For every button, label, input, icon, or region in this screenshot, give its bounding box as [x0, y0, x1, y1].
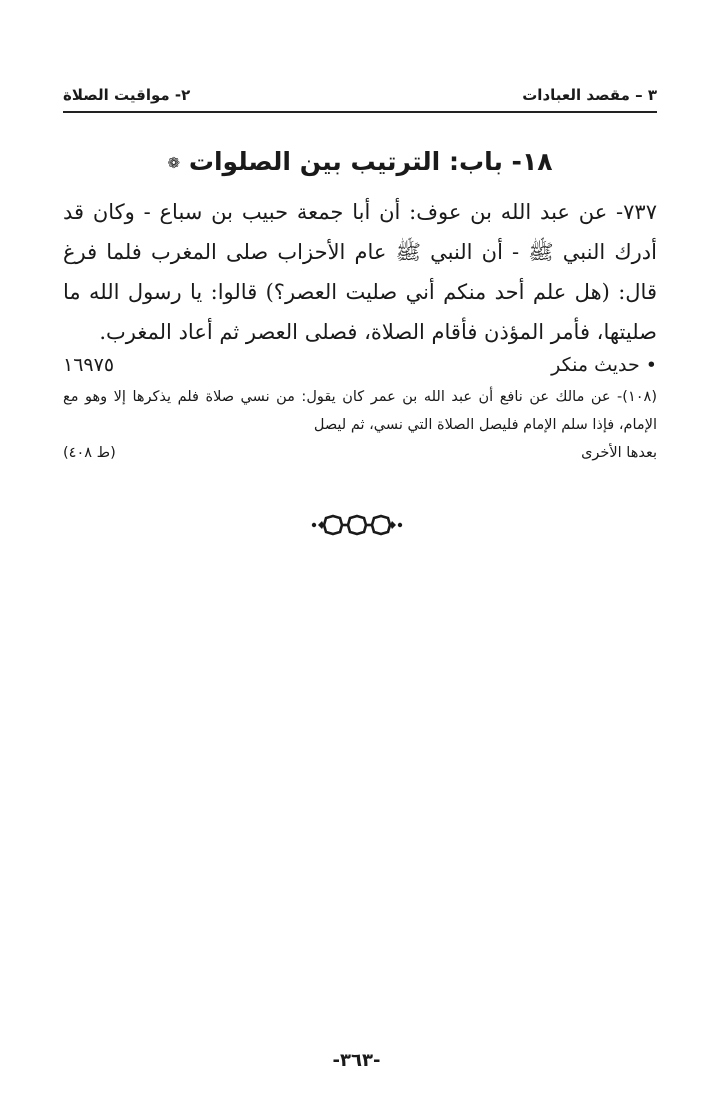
page-number: -٣٦٣- [332, 1050, 381, 1071]
footnote-last-text: بعدها الأخرى [581, 445, 657, 461]
chapter-title-text: ١٨- باب: الترتيب بين الصلوات [188, 147, 553, 176]
hadith-reference-number: ١٦٩٧٥ [63, 354, 115, 376]
header-chapter-title: ٢- مواقيت الصلاة [63, 86, 191, 104]
footnote-reference: (ط ٤٠٨) [63, 445, 116, 461]
hadith-grade-row [63, 350, 657, 380]
hadith-paragraph: ٧٣٧- عن عبد الله بن عوف: أن أبا جمعة حبيب بن سباع - وكان قد أدرك النبي ﷺ - أن النبي ﷺ عام الأحزاب صلى المغرب فلما فرغ قال: (هل علم أحد منكم أني صليت العصر؟) قالوا: يا رسول الله ما صليتها، فأمر المؤذن فأقام الصلاة، فصلى العصر ثم أعاد المغرب. [63, 200, 657, 344]
running-header [63, 80, 657, 110]
hadith-grade: • حديث منكر [551, 354, 657, 376]
header-section-title: ٣ – مقصد العبادات [522, 86, 657, 104]
footnote [63, 383, 657, 467]
footnote-body: (١٠٨)- عن مالك عن نافع أن عبد الله بن عمر كان يقول: من نسي صلاة فلم يذكرها إلا وهو مع الإمام، فإذا سلم الإمام فليصل الصلاة التي نسي، ثم ليصل [63, 389, 657, 433]
chapter-heading [63, 142, 657, 183]
flower-mark-icon: ❁ [167, 154, 181, 172]
footnote-last-line [63, 439, 657, 467]
header-divider [63, 111, 657, 113]
divider-ornament-icon [0, 512, 713, 538]
